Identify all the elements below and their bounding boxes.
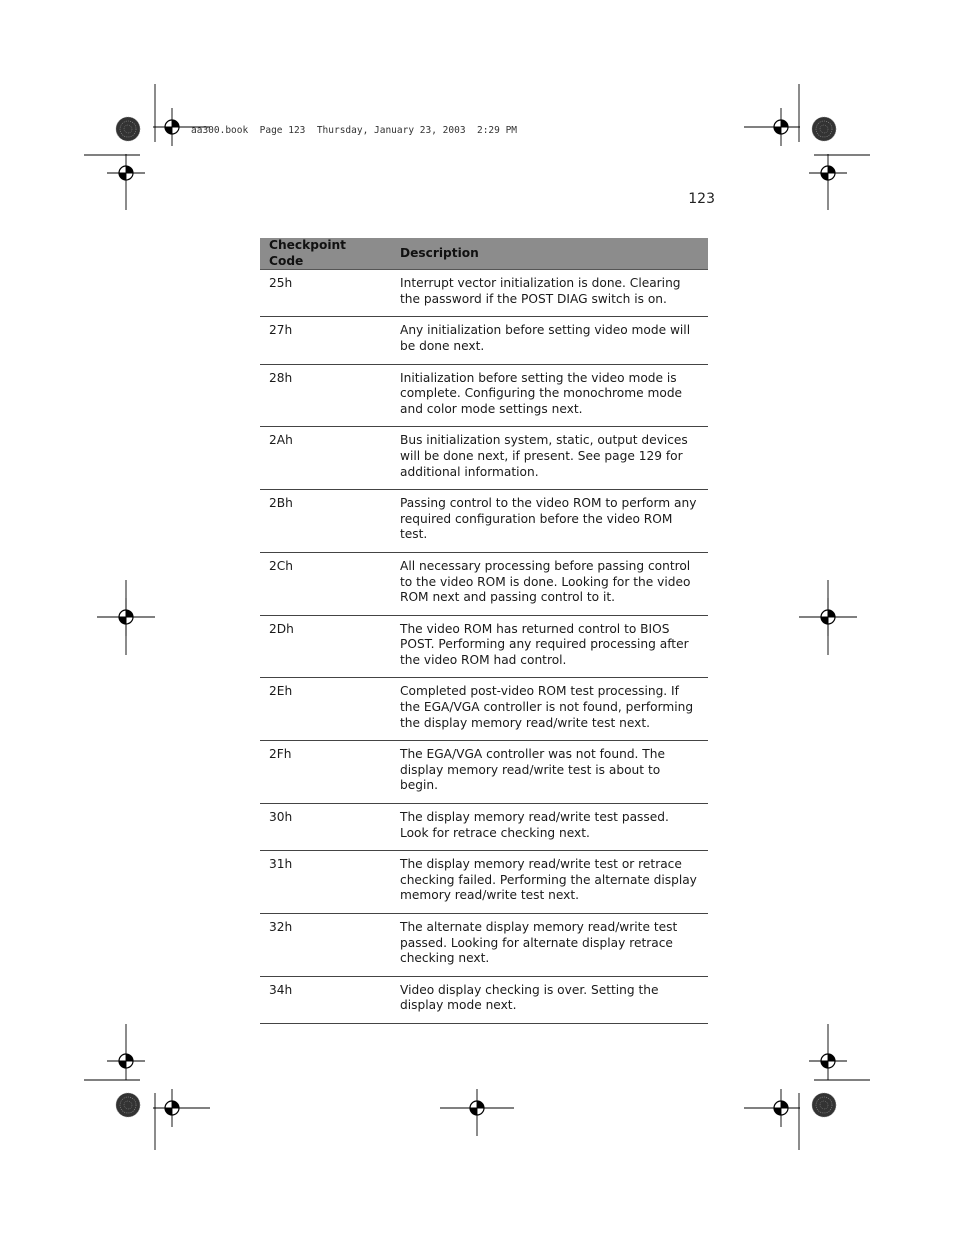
registration-mark-icon: [762, 108, 800, 146]
checkpoint-description: Bus initialization system, static, output devices will be done next, if present. See page 129 for additional information.: [391, 427, 708, 490]
checkpoint-description: Initialization before setting the video mode is complete. Configuring the monochrome mode and color mode settings next.: [391, 364, 708, 427]
table-header-row: [260, 238, 708, 270]
checkpoint-code: 2Ah: [260, 427, 391, 490]
star-target-icon: [812, 1093, 836, 1117]
table-row: [260, 678, 708, 741]
star-target-icon: [812, 117, 836, 141]
table-row: [260, 552, 708, 615]
table-row: [260, 270, 708, 317]
checkpoint-code: 30h: [260, 804, 391, 851]
page-number: 123: [688, 191, 715, 207]
checkpoint-code: 34h: [260, 976, 391, 1023]
checkpoint-description: Any initialization before setting video mode will be done next.: [391, 317, 708, 364]
registration-mark-icon: [809, 1042, 847, 1080]
checkpoint-code: 31h: [260, 851, 391, 914]
checkpoint-table: [260, 238, 708, 1024]
checkpoint-code: 2Dh: [260, 615, 391, 678]
print-slug: aa300.book Page 123 Thursday, January 23, 2003 2:29 PM: [191, 125, 518, 136]
header-description: Description: [391, 238, 708, 270]
checkpoint-code: 2Ch: [260, 552, 391, 615]
checkpoint-description: The display memory read/write test passed. Look for retrace checking next.: [391, 804, 708, 851]
table-row: [260, 914, 708, 977]
registration-mark-icon: [153, 108, 191, 146]
registration-mark-icon: [153, 1089, 191, 1127]
table-row: [260, 364, 708, 427]
table-row: [260, 427, 708, 490]
registration-mark-icon: [762, 1089, 800, 1127]
checkpoint-description: The alternate display memory read/write test passed. Looking for alternate display retrace checking next.: [391, 914, 708, 977]
checkpoint-description: Video display checking is over. Setting the display mode next.: [391, 976, 708, 1023]
header-checkpoint-code: Checkpoint Code: [260, 238, 391, 270]
table-row: [260, 741, 708, 804]
star-target-icon: [116, 117, 140, 141]
checkpoint-description: Passing control to the video ROM to perform any required configuration before the video ROM test.: [391, 490, 708, 553]
registration-mark-icon: [107, 154, 145, 192]
checkpoint-code: 25h: [260, 270, 391, 317]
checkpoint-code: 32h: [260, 914, 391, 977]
table-row: [260, 851, 708, 914]
table-row: [260, 317, 708, 364]
checkpoint-description: The display memory read/write test or retrace checking failed. Performing the alternate display memory read/write test next.: [391, 851, 708, 914]
checkpoint-code: 2Fh: [260, 741, 391, 804]
checkpoint-code: 2Bh: [260, 490, 391, 553]
table-row: [260, 615, 708, 678]
registration-mark-icon: [809, 154, 847, 192]
table-row: [260, 804, 708, 851]
checkpoint-description: Completed post-video ROM test processing. If the EGA/VGA controller is not found, performing the display memory read/write test next.: [391, 678, 708, 741]
checkpoint-description: Interrupt vector initialization is done. Clearing the password if the POST DIAG switch is on.: [391, 270, 708, 317]
checkpoint-code: 27h: [260, 317, 391, 364]
star-target-icon: [116, 1093, 140, 1117]
checkpoint-code: 2Eh: [260, 678, 391, 741]
checkpoint-description: All necessary processing before passing control to the video ROM is done. Looking for the video ROM next and passing control to it.: [391, 552, 708, 615]
checkpoint-description: The EGA/VGA controller was not found. The display memory read/write test is about to begin.: [391, 741, 708, 804]
table-row: [260, 490, 708, 553]
checkpoint-description: The video ROM has returned control to BIOS POST. Performing any required processing after the video ROM had control.: [391, 615, 708, 678]
table-row: [260, 976, 708, 1023]
checkpoint-code: 28h: [260, 364, 391, 427]
registration-mark-icon: [107, 1042, 145, 1080]
